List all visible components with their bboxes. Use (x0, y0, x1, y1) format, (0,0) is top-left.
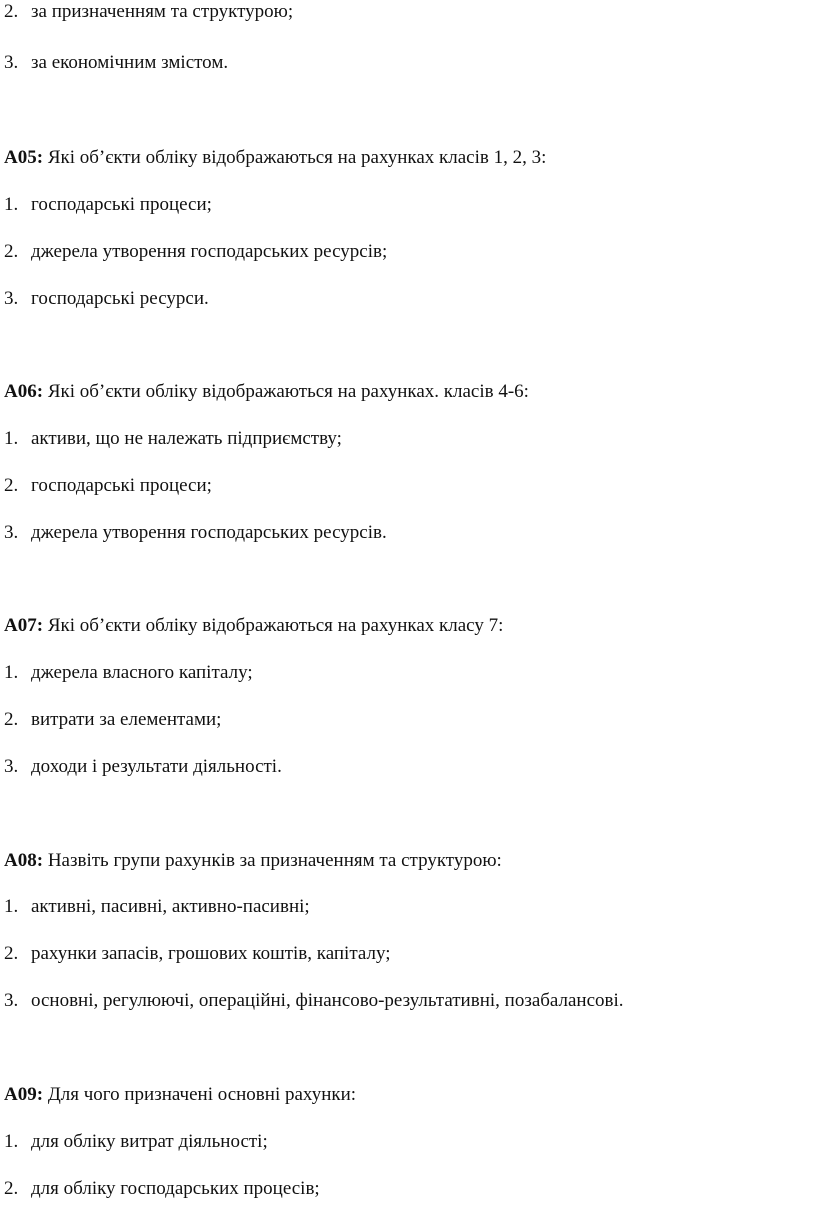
answer-option (4, 288, 209, 310)
question-a08 (4, 850, 502, 872)
option-number: 2. (4, 943, 19, 964)
item-text: за призначенням та структурою; (31, 1, 294, 22)
question-text: Назвіть групи рахунків за призначенням та структурою: (47, 850, 502, 871)
question-a05 (4, 147, 546, 169)
option-number: 3. (4, 522, 19, 543)
option-number: 1. (4, 662, 19, 683)
option-number: 1. (4, 896, 19, 917)
option-text: джерела власного капіталу; (31, 662, 253, 683)
option-number: 2. (4, 1178, 19, 1199)
option-number: 3. (4, 288, 19, 309)
answer-option (4, 241, 387, 263)
option-text: для обліку господарських процесів; (31, 1178, 320, 1199)
question-a07 (4, 615, 503, 637)
option-text: господарські ресурси. (31, 288, 209, 309)
answer-option (4, 1178, 320, 1200)
item-text: за економічним змістом. (31, 52, 229, 73)
option-text: активні, пасивні, активно-пасивні; (31, 896, 310, 917)
question-text: Які об’єкти обліку відображаються на рахунках. класів 4-6: (47, 381, 529, 402)
question-text: Які об’єкти обліку відображаються на рахунках класів 1, 2, 3: (47, 147, 547, 168)
answer-option (4, 1131, 268, 1153)
option-text: доходи і результати діяльності. (31, 756, 282, 777)
question-text: Для чого призначені основні рахунки: (47, 1084, 357, 1105)
answer-option (4, 943, 390, 965)
option-text: господарські процеси; (31, 194, 212, 215)
option-number: 2. (4, 475, 19, 496)
list-item (4, 52, 228, 74)
option-text: для обліку витрат діяльності; (31, 1131, 268, 1152)
answer-option (4, 756, 282, 778)
answer-option (4, 990, 624, 1012)
option-number: 1. (4, 1131, 19, 1152)
question-a09 (4, 1084, 356, 1106)
option-number: 2. (4, 241, 19, 262)
question-id: A07: (4, 615, 44, 636)
item-number: 3. (4, 52, 19, 73)
answer-option (4, 475, 212, 497)
option-text: активи, що не належать підприємству; (31, 428, 342, 449)
answer-option (4, 896, 310, 918)
option-text: основні, регулюючі, операційні, фінансово-результативні, позабалансові. (31, 990, 624, 1011)
answer-option (4, 522, 387, 544)
option-number: 2. (4, 709, 19, 730)
answer-option (4, 194, 212, 216)
option-number: 1. (4, 428, 19, 449)
option-number: 3. (4, 756, 19, 777)
option-text: джерела утворення господарських ресурсів; (31, 241, 388, 262)
option-text: рахунки запасів, грошових коштів, капіталу; (31, 943, 391, 964)
option-text: витрати за елементами; (31, 709, 222, 730)
item-number: 2. (4, 1, 19, 22)
option-number: 3. (4, 990, 19, 1011)
list-item (4, 1, 293, 23)
question-id: A09: (4, 1084, 44, 1105)
answer-option (4, 428, 342, 450)
question-id: A06: (4, 381, 44, 402)
question-text: Які об’єкти обліку відображаються на рахунках класу 7: (47, 615, 504, 636)
option-text: джерела утворення господарських ресурсів. (31, 522, 387, 543)
answer-option (4, 709, 221, 731)
question-id: A08: (4, 850, 44, 871)
answer-option (4, 662, 253, 684)
option-text: господарські процеси; (31, 475, 212, 496)
question-a06 (4, 381, 529, 403)
question-id: A05: (4, 147, 44, 168)
option-number: 1. (4, 194, 19, 215)
